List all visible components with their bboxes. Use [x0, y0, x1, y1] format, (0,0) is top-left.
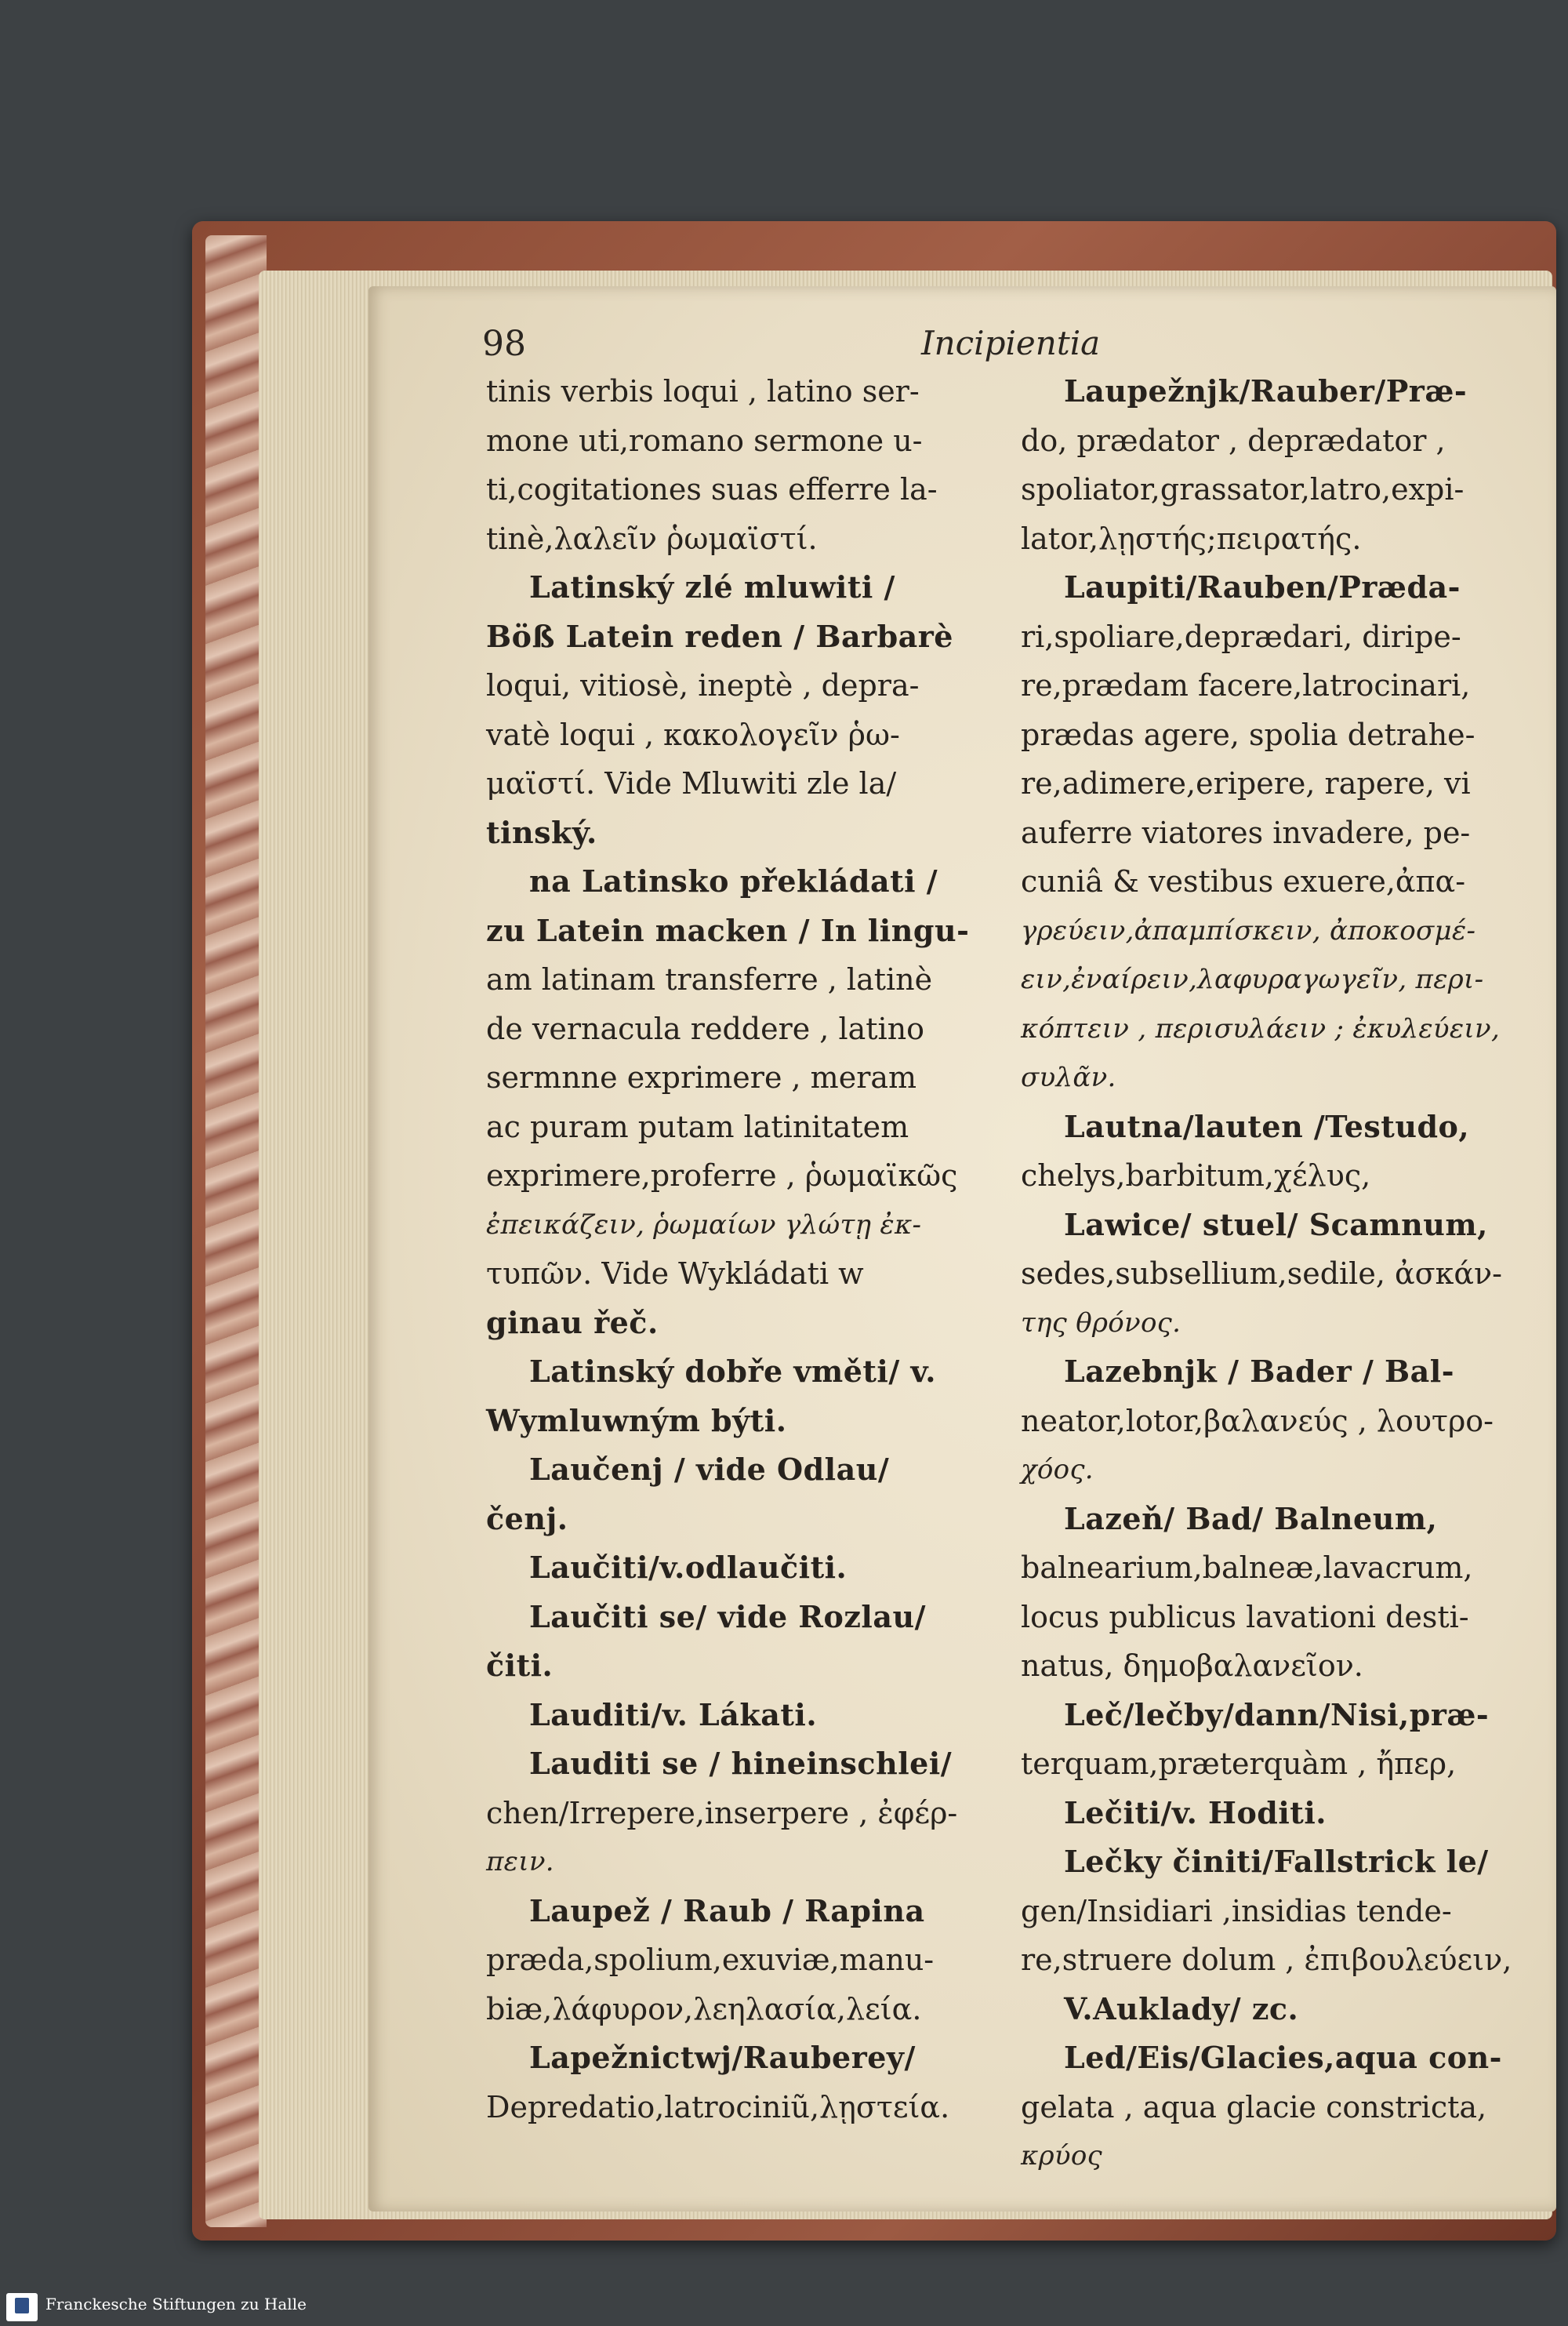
text-line: V.Auklady/ zc.	[1064, 1990, 1299, 2026]
text-line: gelata , aqua glacie constricta,	[1021, 2089, 1487, 2124]
text-line: ri,spoliare,deprædari, diripe-	[1021, 619, 1461, 654]
text-line: Wymluwným býti.	[486, 1402, 787, 1438]
text-line: Lapežnictwj/Rauberey/	[529, 2040, 916, 2075]
institution-logo-icon	[6, 2293, 38, 2321]
text-line: Latinský dobře vměti/ v.	[529, 1354, 936, 1389]
text-line: natus, δημοβαλανεῖον.	[1021, 1648, 1363, 1683]
footer-credit: Franckesche Stiftungen zu Halle	[45, 2295, 307, 2313]
text-line: vatè loqui , κακολογεῖν ῥω-	[486, 717, 900, 752]
text-line: ti,cogitationes suas efferre la-	[486, 472, 938, 507]
text-line: ειν,ἐναίρειν,λαφυραγωγεῖν, περι-	[1021, 964, 1484, 995]
text-line: cuniâ & vestibus exuere,ἀπα-	[1021, 864, 1466, 899]
text-line: de vernacula reddere , latino	[486, 1011, 925, 1046]
text-line: χόος.	[1021, 1454, 1094, 1485]
text-line: Lauditi/v. Lákati.	[529, 1696, 818, 1732]
text-line: čenj.	[486, 1500, 568, 1536]
text-line: Lečiti/v. Hoditi.	[1064, 1794, 1327, 1830]
text-line: Laučiti se/ vide Rozlau/	[529, 1598, 926, 1634]
running-head: Incipientia	[921, 324, 1101, 362]
text-line: terquam,præterquàm , ἤπερ,	[1021, 1746, 1457, 1781]
right-column	[1021, 367, 1562, 2181]
page-header	[482, 318, 1564, 365]
text-line: πειν.	[486, 1846, 554, 1877]
text-line: ἐπεικάζειν, ῥωμαίων γλώτῃ ἐκ-	[486, 1208, 922, 1241]
text-line: Laučiti/v.odlaučiti.	[529, 1550, 848, 1585]
text-line: Laupež / Raub / Rapina	[529, 1892, 925, 1928]
text-line: re,struere dolum , ἐπιβουλεύειν,	[1021, 1943, 1512, 1977]
page-number: 98	[482, 324, 526, 364]
text-line: tinský.	[486, 814, 597, 850]
text-line: Lautna/lauten /Testudo,	[1064, 1108, 1470, 1144]
text-line: κρύος	[1021, 2140, 1102, 2172]
text-line: Lazeň/ Bad/ Balneum,	[1064, 1500, 1438, 1536]
left-column	[486, 367, 1035, 2132]
text-line: gen/Insidiari ,insidias tende-	[1021, 1893, 1452, 1928]
text-line: balnearium,balneæ,lavacrum,	[1021, 1550, 1473, 1585]
text-line: re,adimere,eripere, rapere, vi	[1021, 766, 1471, 801]
text-line: auferre viatores invadere, pe-	[1021, 815, 1471, 850]
text-line: τυπῶν. Vide Wykládati w	[486, 1256, 864, 1291]
text-line: biæ,λάφυρον,λεηλασία,λεία.	[486, 1991, 922, 2026]
marbled-endpaper	[205, 235, 267, 2227]
text-line: chelys,barbitum,χέλυς,	[1021, 1158, 1371, 1193]
text-line: spoliator,grassator,latro,expi-	[1021, 472, 1465, 507]
text-line: Laupežnjk/Rauber/Præ-	[1064, 373, 1468, 409]
text-line: locus publicus lavationi desti-	[1021, 1599, 1469, 1634]
text-line: Leč/lečby/dann/Nisi,præ-	[1064, 1696, 1490, 1732]
text-line: γρεύειν,ἀπαμπίσκειν, ἀποκοσμέ-	[1021, 914, 1476, 947]
text-line: Lazebnjk / Bader / Bal-	[1064, 1354, 1455, 1389]
text-line: prædas agere, spolia detrahe-	[1021, 717, 1475, 752]
text-line: zu Latein macken / In lingu-	[486, 912, 970, 948]
text-line: Latinský zlé mluwiti /	[529, 569, 895, 605]
text-line: συλᾶν.	[1021, 1062, 1116, 1093]
text-line: lator,λῃστής;πειρατής.	[1021, 521, 1362, 556]
text-line: κόπτειν , περισυλάειν ; ἐκυλεύειν,	[1021, 1012, 1501, 1045]
text-line: Depredatio,latrociniũ,λῃστεία.	[486, 2089, 950, 2124]
text-line: Lečky činiti/Fallstrick le/	[1064, 1844, 1489, 1879]
text-line: chen/Irrepere,inserpere , ἐφέρ-	[486, 1795, 958, 1830]
text-line: præda,spolium,exuviæ,manu-	[486, 1943, 935, 1977]
text-line: Lawice/ stuel/ Scamnum,	[1064, 1206, 1488, 1242]
text-line: ac puram putam latinitatem	[486, 1109, 909, 1144]
text-line: do, prædator , deprædator ,	[1021, 423, 1446, 458]
text-line: Laupiti/Rauben/Præda-	[1064, 569, 1461, 605]
text-line: sermnne exprimere , meram	[486, 1060, 917, 1095]
text-line: re,prædam facere,latrocinari,	[1021, 668, 1471, 703]
text-line: ginau řeč.	[486, 1304, 659, 1340]
text-line: am latinam transferre , latinè	[486, 962, 933, 997]
text-line: Lauditi se / hineinschlei/	[529, 1746, 953, 1781]
text-line: tinis verbis loqui , latino ser-	[486, 374, 920, 409]
text-line: Led/Eis/Glacies,aqua con-	[1064, 2040, 1502, 2075]
text-line: της θρόνος.	[1021, 1307, 1181, 1339]
text-line: Böß Latein reden / Barbarè	[486, 618, 953, 654]
text-line: loqui, vitiosè, ineptè , depra-	[486, 668, 920, 703]
text-line: exprimere,proferre , ῥωμαϊκῶς	[486, 1158, 958, 1193]
text-line: sedes,subsellium,sedile, ἀσκάν-	[1021, 1256, 1502, 1291]
text-line: čiti.	[486, 1648, 554, 1683]
text-line: μαϊστί. Vide Mluwiti zle la/	[486, 766, 897, 801]
text-line: na Latinsko překládati /	[529, 863, 938, 899]
text-line: neator,lotor,βαλανεύς , λουτρο-	[1021, 1403, 1494, 1438]
text-line: mone uti,romano sermone u-	[486, 423, 923, 458]
text-line: Laučenj / vide Odlau/	[529, 1452, 890, 1487]
text-line: tinè,λαλεῖν ῥωμαϊστί.	[486, 521, 818, 556]
